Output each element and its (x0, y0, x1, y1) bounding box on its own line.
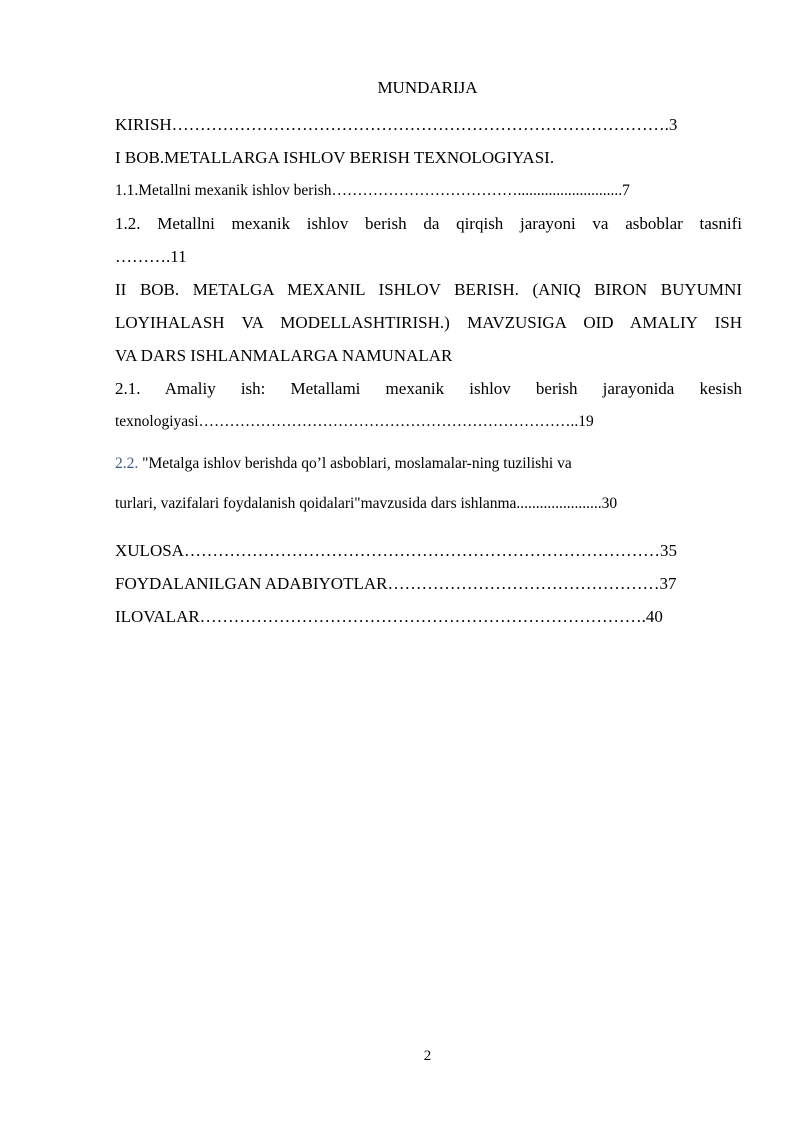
toc-entry-xulosa: XULOSA…………………………………………………………………………35 (115, 541, 677, 560)
toc-entry-ilovalar: ILOVALAR…………………………………………………………………….40 (115, 607, 663, 626)
toc-entry-adabiyotlar: FOYDALANILGAN ADABIYOTLAR…………………………………………37 (115, 574, 677, 593)
toc-entry-section-2-2-line-2: turlari, vazifalari foydalanish qoidalari"mavzusida dars ishlanma......................30 (115, 495, 618, 512)
table-of-contents (115, 108, 742, 633)
section-2-2-number: 2.2. (115, 455, 139, 472)
toc-entry-section-1-2-line-2: ……….11 (115, 247, 187, 266)
toc-entry-section-2-2-line-1 (115, 444, 742, 484)
toc-entry-section-1-2-line-1: 1.2. Metallni mexanik ishlov berish da qirqish jarayoni va asboblar tasnifi (115, 214, 742, 233)
toc-entry-chapter-2-line-3: VA DARS ISHLANMALARGA NAMUNALAR (115, 346, 453, 365)
toc-heading: MUNDARIJA (377, 78, 478, 97)
toc-entry-chapter-2-line-1: II BOB. METALGA MEXANIL ISHLOV BERISH. (ANIQ BIRON BUYUMNI (115, 280, 742, 299)
page-number: 2 (423, 1048, 432, 1064)
toc-entry-section-1-1: 1.1.Metallni mexanik ishlov berish………………………………...........................7 (115, 182, 630, 199)
toc-entry-chapter-1: I BOB.METALLARGA ISHLOV BERISH TEXNOLOGIYASI. (115, 148, 555, 167)
section-2-2-title: "Metalga ishlov berishda qo’l asboblari, moslamalar-ning tuzilishi va (138, 455, 572, 472)
toc-entry-section-2-2 (115, 444, 742, 524)
toc-entry-kirish: KIRISH…………………………………………………………………………….3 (115, 115, 678, 134)
toc-entry-section-2-1-line-2: texnologiyasi………………………………………………………………..19 (115, 413, 594, 430)
toc-entry-chapter-2-line-2: LOYIHALASH VA MODELLASHTIRISH.) MAVZUSIGA OID AMALIY ISH (115, 313, 742, 332)
toc-entry-section-2-1-line-1: 2.1. Amaliy ish: Metallami mexanik ishlov berish jarayonida kesish (115, 379, 742, 398)
